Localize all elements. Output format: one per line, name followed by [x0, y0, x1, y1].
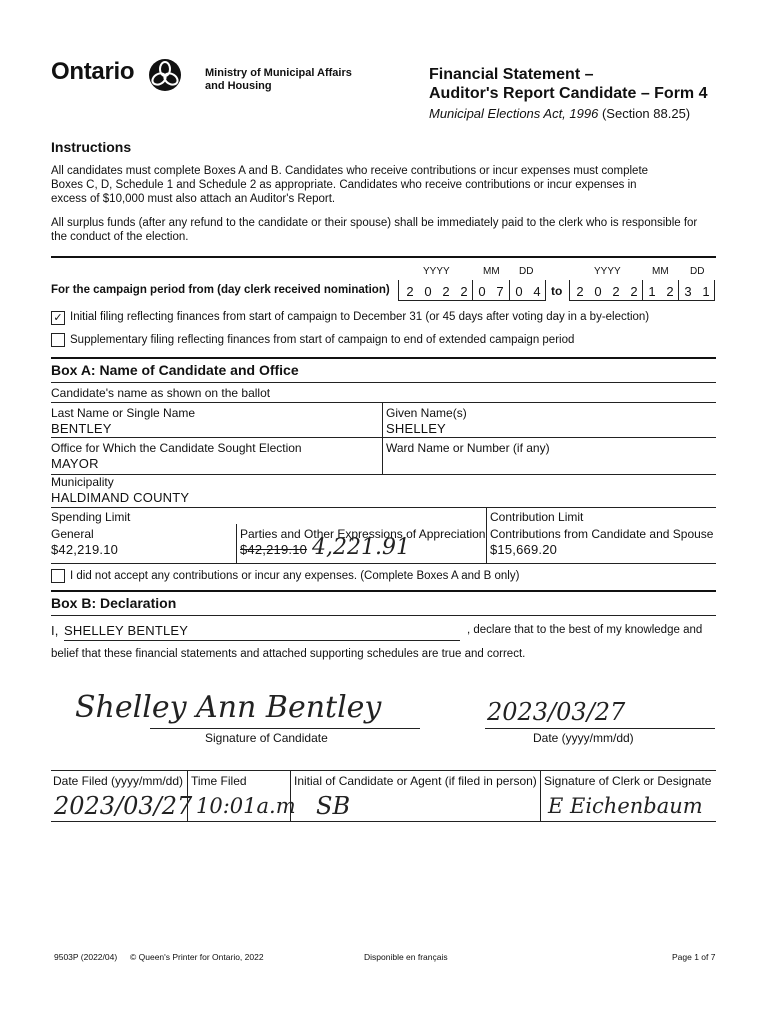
declaration-suffix: , declare that to the best of my knowledge and: [467, 624, 703, 636]
instructions-heading: Instructions: [51, 139, 132, 155]
initial-label: Initial of Candidate or Agent (if filed in person): [294, 774, 537, 788]
to-digit: 1: [648, 284, 656, 299]
initial-filing-checkbox[interactable]: ✓: [51, 311, 65, 325]
divider: [51, 256, 716, 258]
supplementary-filing-checkbox[interactable]: [51, 333, 65, 347]
to-mm-header: MM: [652, 266, 669, 277]
act-reference: [429, 106, 690, 121]
date-line: [485, 728, 715, 729]
divider: [486, 507, 487, 564]
declaration-date[interactable]: 2023/03/27: [487, 698, 626, 726]
to-label: to: [551, 284, 563, 298]
divider: [51, 474, 716, 475]
from-digit: 2: [406, 284, 414, 299]
contributions-label: Contributions from Candidate and Spouse: [490, 527, 714, 541]
to-yyyy-header: YYYY: [594, 266, 621, 277]
supplementary-filing-label: Supplementary filing reflecting finances from start of campaign to end of extended campaign period: [70, 334, 575, 346]
clerk-signature-value[interactable]: E Eichenbaum: [548, 794, 703, 818]
form-code: 9503P (2022/04): [54, 952, 118, 962]
clerk-signature-label: Signature of Clerk or Designate: [544, 774, 712, 788]
time-filed-value[interactable]: 10:01a.m: [196, 794, 296, 818]
header: [0, 0, 770, 130]
to-digit: 3: [684, 284, 692, 299]
act-name: Municipal Elections Act, 1996: [429, 106, 599, 121]
from-yyyy-header: YYYY: [423, 266, 450, 277]
from-digit: 0: [515, 284, 523, 299]
to-digit: 2: [576, 284, 584, 299]
divider: [51, 615, 716, 616]
from-digit: 0: [424, 284, 432, 299]
signature-label: Signature of Candidate: [205, 731, 328, 745]
no-contributions-checkbox[interactable]: [51, 569, 65, 583]
municipality-label: Municipality: [51, 475, 114, 489]
box-b-heading: Box B: Declaration: [51, 595, 177, 611]
copyright: © Queen's Printer for Ontario, 2022: [130, 952, 264, 962]
signature-line: [150, 728, 420, 729]
last-name-label: Last Name or Single Name: [51, 406, 196, 420]
initial-filing-label: Initial filing reflecting finances from start of campaign to December 31 (or 45 days after voting day in a by-election): [70, 311, 650, 323]
from-dd-header: DD: [519, 266, 534, 277]
municipality-field[interactable]: HALDIMAND COUNTY: [51, 490, 190, 505]
from-digit: 0: [478, 284, 486, 299]
divider: [51, 770, 716, 771]
to-digit: 2: [666, 284, 674, 299]
contribution-limit-label: Contribution Limit: [490, 510, 584, 524]
last-name-field[interactable]: BENTLEY: [51, 421, 112, 436]
given-name-label: Given Name(s): [386, 406, 467, 420]
from-digit: 4: [533, 284, 541, 299]
spending-limit-label: Spending Limit: [51, 510, 131, 524]
instructions-para1: All candidates must complete Boxes A and B. Candidates who receive contributions or incur expenses must complete Boxes C, D, Schedule 1 and Schedule 2 as appropriate. Candidates who receive contributions or incur expenses in excess of $10,000 must also attach an Auditor's Report.: [51, 165, 649, 205]
from-digit: 2: [460, 284, 468, 299]
divider: [540, 770, 541, 822]
general-label: General: [51, 527, 94, 541]
date-filed-label: Date Filed (yyyy/mm/dd): [53, 774, 184, 788]
page-number: Page 1 of 7: [672, 952, 716, 962]
no-contributions-label: I did not accept any contributions or incur any expenses. (Complete Boxes A and B only): [70, 570, 520, 582]
act-section: (Section 88.25): [601, 106, 691, 121]
divider: [51, 437, 716, 438]
divider: [51, 821, 716, 822]
form-title-line1: Financial Statement –: [429, 66, 594, 83]
from-digit: 7: [496, 284, 504, 299]
ballot-name-note: Candidate's name as shown on the ballot: [51, 386, 271, 400]
declaration-belief: belief that these financial statements and attached supporting schedules are true and correct.: [51, 648, 526, 660]
divider: [236, 524, 237, 564]
to-digit: 0: [594, 284, 602, 299]
divider: [51, 507, 716, 508]
ward-label: Ward Name or Number (if any): [386, 441, 550, 455]
from-digit: 2: [442, 284, 450, 299]
given-name-field[interactable]: SHELLEY: [386, 421, 446, 436]
date-filed-value[interactable]: 2023/03/27: [54, 792, 193, 820]
office-label: Office for Which the Candidate Sought Election: [51, 441, 302, 455]
from-mm-header: MM: [483, 266, 500, 277]
contributions-value[interactable]: $15,669.20: [490, 542, 558, 557]
general-limit-value[interactable]: $42,219.10: [51, 542, 119, 557]
parties-struck-value: $42,219.10: [240, 542, 308, 557]
time-filed-label: Time Filed: [191, 774, 247, 788]
instructions-para2: All surplus funds (after any refund to the candidate or their spouse) shall be immediately paid to the clerk who is responsible for the conduct of the election.: [51, 217, 698, 243]
divider: [51, 402, 716, 403]
to-dd-header: DD: [690, 266, 705, 277]
ward-field[interactable]: [386, 456, 706, 471]
form-title-line2: Auditor's Report Candidate – Form 4: [429, 85, 708, 102]
box-a-heading: Box A: Name of Candidate and Office: [51, 362, 299, 378]
candidate-signature[interactable]: Shelley Ann Bentley: [75, 690, 382, 725]
divider: [382, 402, 383, 474]
parties-label: Parties and Other Expressions of Appreciation: [240, 527, 486, 541]
initial-value[interactable]: SB: [316, 792, 351, 820]
divider: [51, 357, 716, 359]
parties-handwritten-value[interactable]: 4,221.91: [312, 535, 410, 560]
trillium-logo-icon: [148, 58, 182, 92]
date-label: Date (yyyy/mm/dd): [533, 731, 634, 745]
ontario-wordmark: Ontario: [51, 58, 135, 85]
to-digit: 2: [630, 284, 638, 299]
divider: [51, 382, 716, 383]
declaration-prefix: I,: [51, 623, 59, 638]
to-digit: 2: [612, 284, 620, 299]
to-digit: 1: [702, 284, 710, 299]
divider: [51, 563, 716, 564]
divider: [51, 590, 716, 592]
declarant-name-field[interactable]: SHELLEY BENTLEY: [64, 623, 460, 641]
office-field[interactable]: MAYOR: [51, 456, 99, 471]
french-availability: Disponible en français: [364, 952, 448, 962]
campaign-period-label: For the campaign period from (day clerk received nomination): [51, 284, 390, 296]
ministry-name: Ministry of Municipal Affairs and Housing: [205, 67, 352, 92]
